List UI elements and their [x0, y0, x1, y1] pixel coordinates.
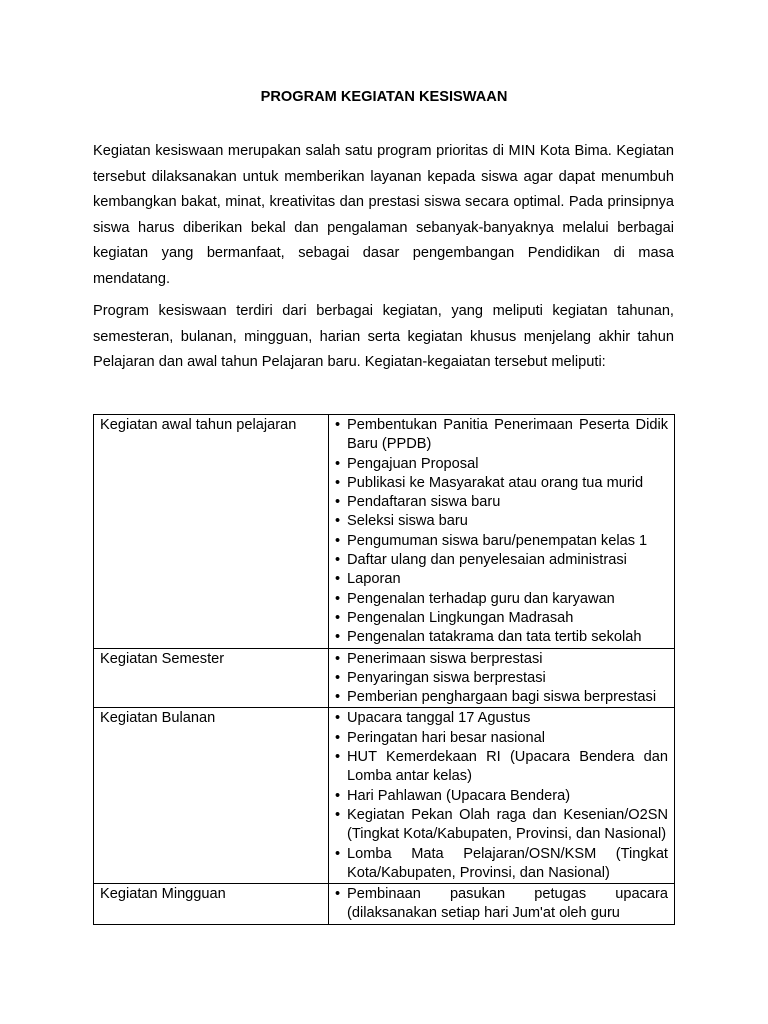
list-item-text: Lomba Mata Pelajaran/OSN/KSM (Tingkat Kota/Kabupaten, Provinsi, dan Nasional)	[347, 845, 668, 881]
list-item-text: Kegiatan Pekan Olah raga dan Kesenian/O2SN (Tingkat Kota/Kabupaten, Provinsi, dan Nasional)	[347, 806, 668, 843]
list-item-text: Pemberian penghargaan bagi siswa berprestasi	[347, 689, 657, 706]
bullet-icon: •	[335, 669, 341, 686]
list-item-text: HUT Kemerdekaan RI (Upacara Bendera dan Lomba antar kelas)	[347, 749, 668, 785]
list-item-text: Hari Pahlawan (Upacara Bendera)	[347, 787, 571, 804]
table-row	[94, 708, 675, 884]
list-item-text: Pengajuan Proposal	[347, 455, 479, 472]
list-item	[335, 609, 668, 628]
list-item	[335, 590, 668, 609]
bullet-icon: •	[335, 552, 341, 569]
bullet-icon: •	[335, 729, 341, 746]
activity-list	[335, 885, 668, 924]
bullet-icon: •	[335, 710, 341, 727]
list-item	[335, 806, 668, 845]
bullet-icon: •	[335, 689, 341, 706]
list-item-text: Pengumuman siswa baru/penempatan kelas 1	[347, 532, 648, 549]
list-item	[335, 570, 668, 589]
list-item-text: Pendaftaran siswa baru	[347, 494, 501, 511]
bullet-icon: •	[335, 629, 341, 646]
list-item	[335, 688, 668, 707]
list-item	[335, 669, 668, 688]
items-cell	[329, 415, 675, 649]
activity-table	[93, 414, 675, 925]
list-item-text: Seleksi siswa baru	[347, 513, 468, 530]
bullet-icon: •	[335, 787, 341, 804]
activity-list	[335, 650, 668, 708]
bullet-icon: •	[335, 513, 341, 530]
list-item	[335, 628, 668, 647]
list-item-text: Pembentukan Panitia Penerimaan Peserta Didik Baru (PPDB)	[347, 417, 668, 453]
bullet-icon: •	[335, 845, 341, 862]
list-item	[335, 493, 668, 512]
list-item-text: Pengenalan tatakrama dan tata tertib sekolah	[347, 629, 642, 646]
intro-paragraph: Kegiatan kesiswaan merupakan salah satu program prioritas di MIN Kota Bima. Kegiatan tersebut dilaksanakan untuk memberikan layanan kepada siswa agar dapat menumbuh kembangkan bakat, minat, kreativitas dan prestasi siswa secara optimal. Pada prinsipnya siswa harus diberikan bekal dan pengalaman sebanyak-banyaknya melalui berbagai kegiatan yang bermanfaat, sebagai dasar pengembangan Pendidikan di masa mendatang.	[93, 143, 674, 287]
list-item	[335, 474, 668, 493]
program-paragraph: Program kesiswaan terdiri dari berbagai kegiatan, yang meliputi kegiatan tahunan, semesteran, bulanan, mingguan, harian serta kegiatan khusus menjelang akhir tahun Pelajaran dan awal tahun Pelajaran baru. Kegiatan-kegaiatan tersebut meliputi:	[93, 303, 674, 371]
list-item-text: Pembinaan pasukan petugas upacara (dilaksanakan setiap hari Jum'at oleh guru	[347, 886, 668, 922]
category-cell: Kegiatan Mingguan	[94, 884, 329, 925]
list-item-text: Daftar ulang dan penyelesaian administrasi	[347, 552, 627, 569]
list-item	[335, 650, 668, 669]
list-item	[335, 416, 668, 455]
list-item-text: Laporan	[347, 571, 401, 588]
list-item	[335, 787, 668, 806]
table-row	[94, 884, 675, 925]
list-item-text: Publikasi ke Masyarakat atau orang tua murid	[347, 474, 644, 491]
bullet-icon: •	[335, 494, 341, 511]
document-title: PROGRAM KEGIATAN KESISWAAN	[260, 89, 508, 105]
list-item	[335, 885, 668, 924]
list-item	[335, 512, 668, 531]
bullet-icon: •	[335, 571, 341, 588]
list-item-text: Pengenalan terhadap guru dan karyawan	[347, 590, 615, 607]
bullet-icon: •	[335, 455, 341, 472]
items-cell	[329, 884, 675, 925]
items-cell	[329, 708, 675, 884]
bullet-icon: •	[335, 886, 341, 903]
list-item-text: Pengenalan Lingkungan Madrasah	[347, 609, 574, 626]
bullet-icon: •	[335, 474, 341, 491]
bullet-icon: •	[335, 749, 341, 766]
bullet-icon: •	[335, 590, 341, 607]
list-item-text: Upacara tanggal 17 Agustus	[347, 710, 531, 727]
bullet-icon: •	[335, 806, 341, 823]
activity-list	[335, 709, 668, 883]
list-item-text: Penerimaan siswa berprestasi	[347, 650, 543, 667]
list-item	[335, 709, 668, 728]
bullet-icon: •	[335, 609, 341, 626]
category-cell: Kegiatan Bulanan	[94, 708, 329, 884]
category-cell: Kegiatan awal tahun pelajaran	[94, 415, 329, 649]
list-item	[335, 551, 668, 570]
bullet-icon: •	[335, 532, 341, 549]
category-cell: Kegiatan Semester	[94, 648, 329, 708]
bullet-icon: •	[335, 650, 341, 667]
list-item-text: Peringatan hari besar nasional	[347, 729, 545, 746]
activity-list	[335, 416, 668, 648]
table-row	[94, 415, 675, 649]
bullet-icon: •	[335, 417, 341, 433]
table-row	[94, 648, 675, 708]
list-item-text: Penyaringan siswa berprestasi	[347, 669, 546, 686]
list-item	[335, 532, 668, 551]
list-item	[335, 455, 668, 474]
items-cell	[329, 648, 675, 708]
list-item	[335, 729, 668, 748]
list-item	[335, 748, 668, 787]
list-item	[335, 845, 668, 884]
